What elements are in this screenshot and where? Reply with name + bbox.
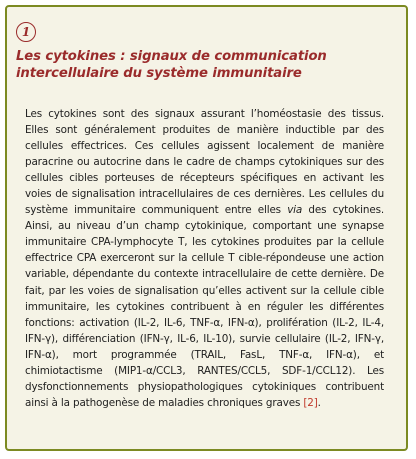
body-text-end: . bbox=[317, 396, 321, 409]
body-text-part1: Les cytokines sont des signaux assurant l’homéostasie des tissus. Elles sont généralement produites de manière inductible par des cellules effectrices. Ces cellules agissent localement de manière paracrine ou autocrine dans le cadre de champs cytokiniques sur des cellules cibles porteuses de récepteurs spécifiques en activant les voies de signalisation intracellulaires de ces dernières. Les cellules du système immunitaire communiquent entre elles bbox=[25, 108, 384, 217]
box-body bbox=[25, 106, 384, 411]
body-text-via: via bbox=[287, 204, 303, 217]
body-text-part2: des cytokines. Ainsi, au niveau d’un champ cytokinique, comportant une synapse immunitaire CPA-lymphocyte T, les cytokines produites par la cellule effectrice CPA exerceront sur la cellule T cible-répondeuse une action variable, dépendante du contexte intracellulaire de cette dernière. De fait, par les voies de signalisation qu’elles activent sur la cellule cible immunitaire, les cytokines contribuent à en réguler les différentes fonctions: activation (IL-2, IL-6, TNF-α, IFN-α), prolifération (IL-2, IL-4, IFN-γ), différenciation (IFN-γ, IL-6, IL-10), survie cellulaire (IL-2, IFN-γ, IFN-α), mort programmée (TRAIL, FasL, TNF-α, IFN-α), et chimiotactisme (MIP1-α/CCL3, RANTES/CCL5, SDF-1/CCL12). Les dysfonctionnements physiopathologiques cytokiniques contribuent ainsi à la pathogenèse de maladies chroniques graves bbox=[25, 204, 384, 409]
box-number-badge bbox=[16, 22, 36, 42]
reference-link[interactable]: [2] bbox=[303, 396, 318, 409]
box-title: Les cytokines : signaux de communication intercellulaire du système immunitaire bbox=[16, 49, 327, 81]
box-number: 1 bbox=[21, 25, 31, 39]
